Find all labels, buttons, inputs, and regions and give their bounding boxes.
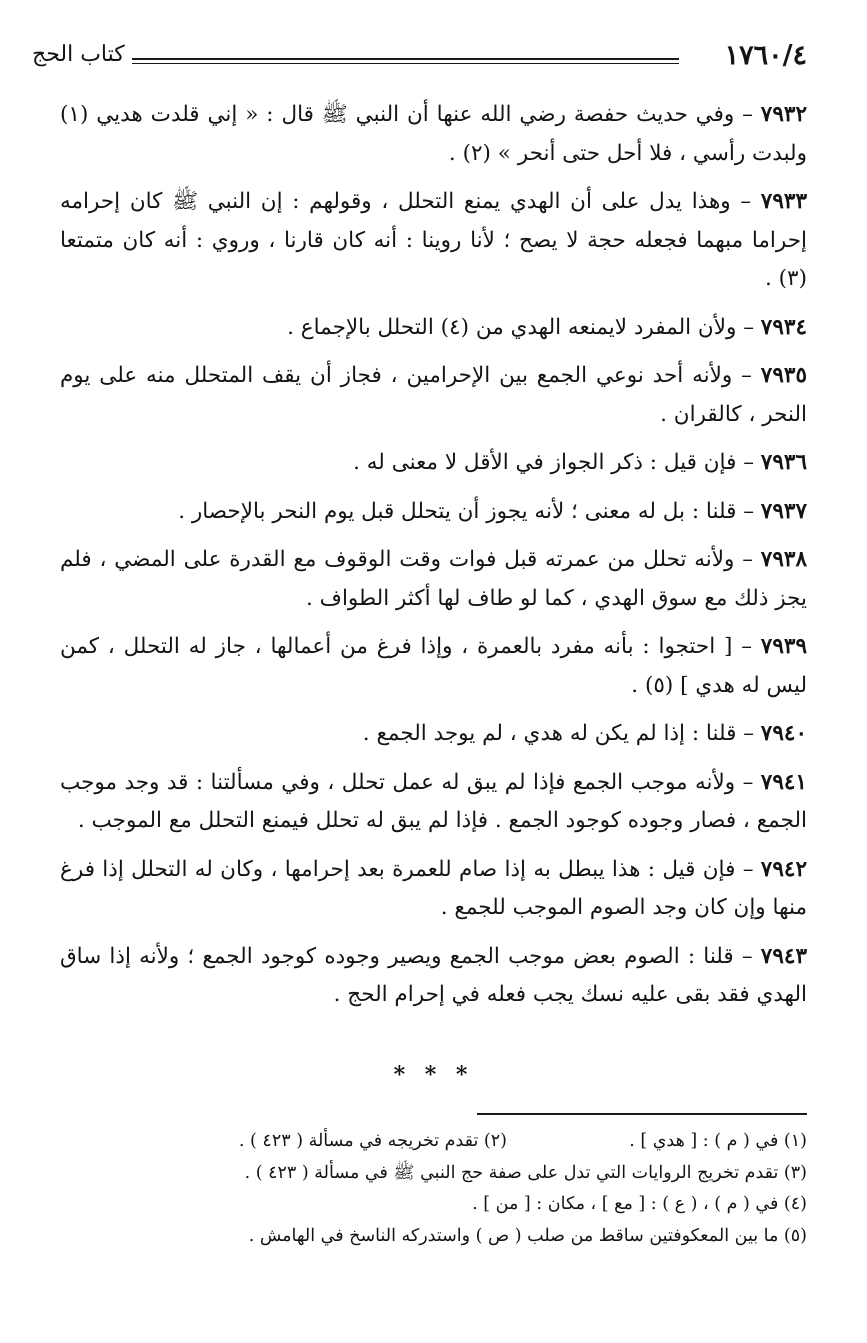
paragraph-7935 (60, 357, 807, 434)
paragraph-7942 (60, 851, 807, 928)
paragraph-number: ٧٩٤٠ (760, 721, 807, 746)
header-rule (132, 58, 679, 64)
footnote-row (60, 1126, 807, 1158)
footnote-1: (١) في ( م ) : [ هدي ] . (629, 1131, 807, 1151)
paragraph-7933 (60, 183, 807, 299)
paragraph-number: ٧٩٤١ (760, 769, 807, 795)
paragraph-text: – ولأن المفرد لايمنعه الهدي من (٤) التحلل بالإجماع . (287, 314, 754, 340)
main-text (60, 96, 807, 1025)
paragraph-7943 (60, 938, 807, 1015)
paragraph-number: ٧٩٣٤ (760, 314, 807, 340)
paragraph-text: – [ احتجوا : بأنه مفرد بالعمرة ، وإذا فرغ من أعمالها ، جاز له التحلل ، كمن ليس له هدي ] (٥) . (60, 634, 807, 698)
book-title: كتاب الحج (32, 42, 125, 67)
paragraph-7938 (60, 541, 807, 618)
paragraph-7941 (60, 764, 807, 841)
footnote-2: (٢) تقدم تخريجه في مسألة ( ٤٢٣ ) . (238, 1131, 507, 1151)
paragraph-number: ٧٩٣٧ (760, 498, 807, 524)
paragraph-number: ٧٩٣٨ (760, 547, 807, 572)
paragraph-7932 (60, 96, 807, 173)
footnotes (60, 1126, 807, 1252)
paragraph-7937 (60, 493, 807, 532)
paragraph-text: – فإن قيل : هذا يبطل به إذا صام للعمرة بعد إحرامها ، وكان له التحلل إذا فرغ منها وإن كان وجد الصوم الموجب للجمع . (60, 856, 807, 920)
paragraph-number: ٧٩٣٩ (760, 634, 807, 659)
page-header (32, 38, 807, 78)
paragraph-text: – ولأنه أحد نوعي الجمع بين الإحرامين ، فجاز أن يقف المتحلل منه على يوم النحر ، كالقران . (60, 363, 807, 427)
footnote-rule (477, 1113, 807, 1115)
paragraph-text: – قلنا : الصوم بعض موجب الجمع ويصير وجوده كوجود الجمع ؛ ولأنه إذا ساق الهدي فقد بقى عليه نسك يجب فعله في إحرام الحج . (60, 943, 807, 1007)
paragraph-7940 (60, 715, 807, 754)
footnote-5: (٥) ما بين المعكوفتين ساقط من صلب ( ص ) واستدركه الناسخ في الهامش . (248, 1225, 807, 1246)
paragraph-text: – قلنا : إذا لم يكن له هدي ، لم يوجد الجمع . (362, 721, 754, 746)
paragraph-text: – وفي حديث حفصة رضي الله عنها أن النبي ﷺ قال : « إني قلدت هديي (١) ولبدت رأسي ، فلا أحل حتى أنحر » (٢) . (60, 102, 807, 166)
footnote-4: (٤) في ( م ) ، ( ع ) : [ مع ] ، مكان : [ من ] . (472, 1194, 807, 1214)
page-number: ١٧٦٠/٤ (724, 40, 807, 71)
paragraph-text: – قلنا : بل له معنى ؛ لأنه يجوز أن يتحلل قبل يوم النحر بالإحصار . (178, 498, 754, 524)
footnote-3: (٣) تقدم تخريج الروايات التي تدل على صفة حج النبي ﷺ في مسألة ( ٤٢٣ ) . (244, 1162, 807, 1183)
paragraph-number: ٧٩٤٣ (760, 943, 807, 969)
paragraph-number: ٧٩٣٥ (760, 363, 807, 388)
paragraph-text: – ولأنه تحلل من عمرته قبل فوات وقت الوقوف مع القدرة على المضي ، فلم يجز ذلك مع سوق الهدي ، كما لو طاف لها أكثر الطواف . (60, 547, 807, 611)
paragraph-number: ٧٩٣٦ (760, 450, 807, 475)
paragraph-7939 (60, 628, 807, 705)
paragraph-number: ٧٩٣٢ (760, 102, 807, 127)
paragraph-text: – وهذا يدل على أن الهدي يمنع التحلل ، وقولهم : إن النبي ﷺ كان إحرامه إحراما مبهما فجعله حجة لا يصح ؛ لأنا روينا : أنه كان قارنا ، وروي : أنه كان متمتعا (٣) . (60, 189, 807, 291)
section-separator: * * * (393, 1062, 474, 1088)
paragraph-text: – ولأنه موجب الجمع فإذا لم يبق له عمل تحلل ، وفي مسألتنا : قد وجد موجب الجمع ، فصار وجوده كوجود الجمع . فإذا لم يبق له تحلل فيمنع التحلل مع الموجب . (60, 769, 807, 833)
paragraph-text: – فإن قيل : ذكر الجواز في الأقل لا معنى له . (353, 450, 754, 475)
paragraph-number: ٧٩٣٣ (760, 189, 807, 214)
paragraph-number: ٧٩٤٢ (760, 856, 807, 882)
paragraph-7934 (60, 309, 807, 348)
paragraph-7936 (60, 444, 807, 483)
